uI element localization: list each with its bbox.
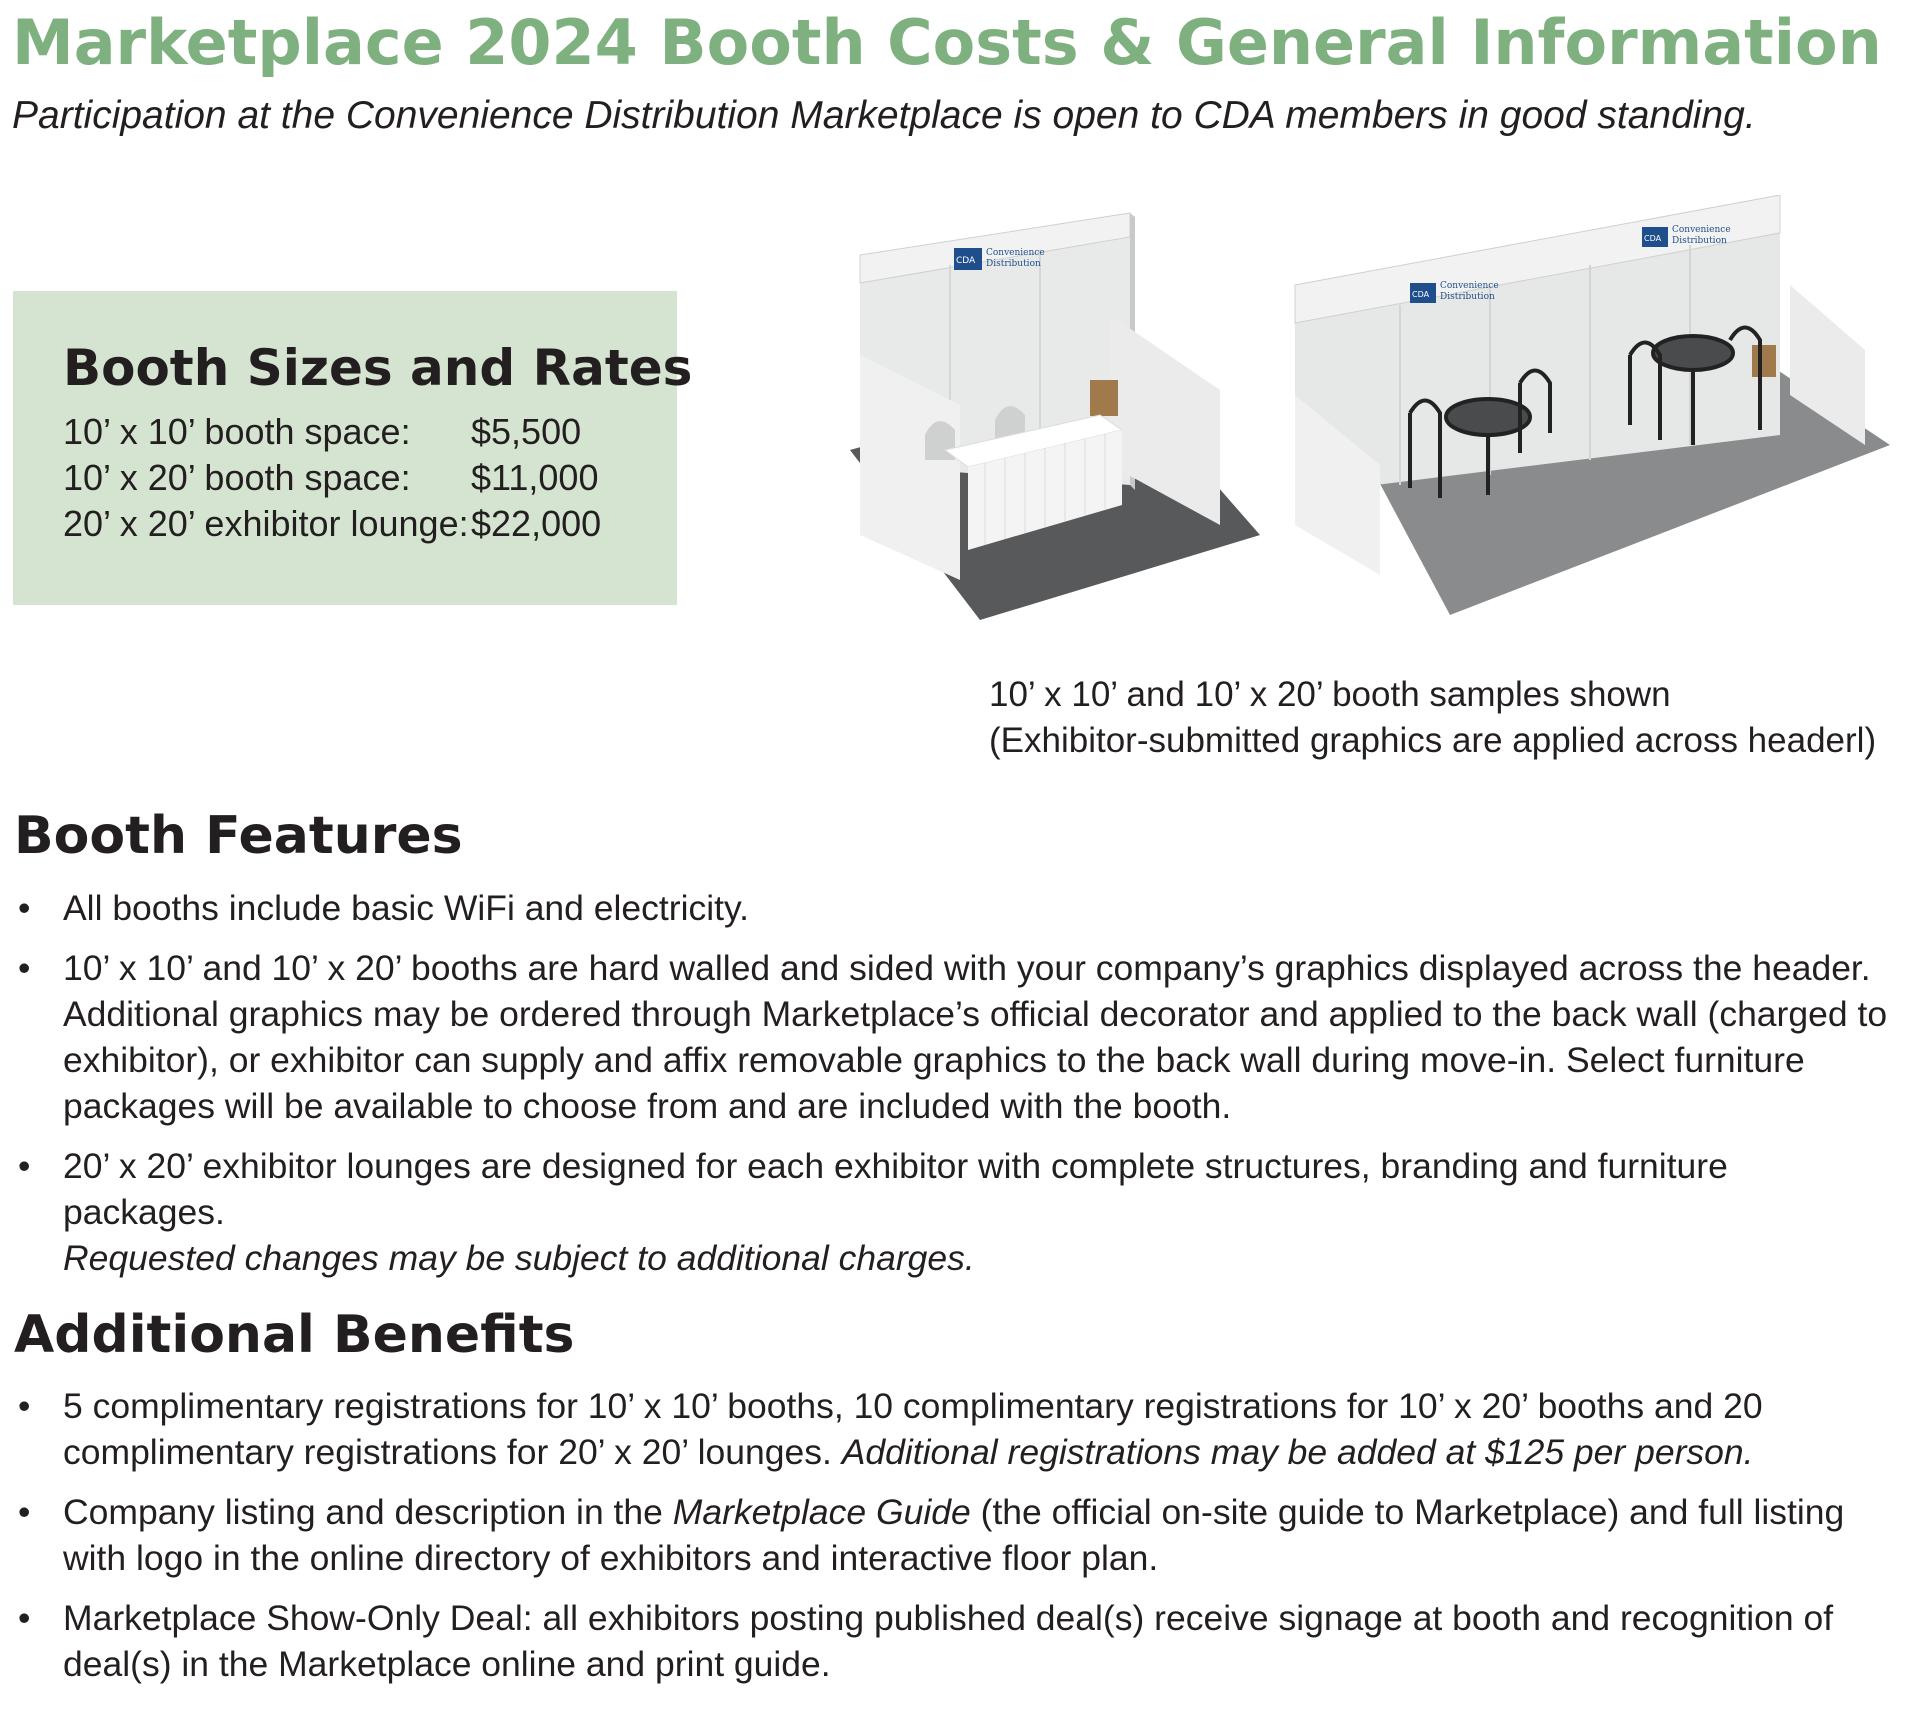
caption-line-2: (Exhibitor-submitted graphics are applied across headerl) [989,721,1877,760]
list-item [14,1383,1894,1475]
svg-text:CDA: CDA [1644,234,1662,243]
svg-text:CDA: CDA [1412,290,1430,299]
page-subtitle: Participation at the Convenience Distribution Marketplace is open to CDA members in good standing. [12,94,1756,137]
additional-benefits-list [14,1383,1894,1701]
benefit-text: Marketplace Show-Only Deal: all exhibitors posting published deal(s) receive signage at booth and recognition of deal(s) in the Marketplace online and print guide. [63,1598,1834,1684]
booth-features-list [14,885,1894,1295]
caption-line-1: 10’ x 10’ and 10’ x 20’ booth samples shown [989,675,1671,714]
svg-text:Distribution: Distribution [986,259,1041,269]
benefit-note: Additional registrations may be added at $125 per person. [841,1432,1754,1472]
feature-text: 20’ x 20’ exhibitor lounges are designed for each exhibitor with complete structures, branding and furniture packages. [63,1146,1728,1232]
feature-text: 10’ x 10’ and 10’ x 20’ booths are hard walled and sided with your company’s graphics displayed across the header. Additional graphics may be ordered through Marketplace’s official decorator and applied to the back wall (charged to exhibitor), or exhibitor can supply and affix removable graphics to the back wall during move-in. Select furniture packages will be available to choose from and are included with the booth. [63,948,1888,1126]
list-item [14,1489,1894,1581]
additional-benefits-heading: Additional Benefits [14,1305,575,1365]
bullet-icon: • [18,948,31,988]
booth-10x20-image [1290,195,1890,625]
svg-text:Convenience: Convenience [1440,281,1499,291]
list-item [14,885,1894,931]
feature-note: Requested changes may be subject to additional charges. [63,1238,975,1278]
svg-text:Convenience: Convenience [986,248,1045,258]
benefit-text: 5 complimentary registrations for 10’ x 10’ booths, 10 complimentary registrations for 10’ x 20’ booths and 20 complimentary registrations for 20’ x 20’ lounges. [63,1386,1763,1472]
rates-title: Booth Sizes and Rates [63,339,693,397]
rate-price: $11,000 [471,457,599,498]
page-title: Marketplace 2024 Booth Costs & General Information [12,6,1882,79]
benefit-text: (the official on-site guide to Marketplace) and full listing with logo in the online directory of exhibitors and interactive floor plan. [63,1492,1845,1578]
list-item [14,1595,1894,1687]
benefit-text: Company listing and description in the [63,1492,663,1532]
feature-text: All booths include basic WiFi and electricity. [63,888,749,928]
rate-price: $22,000 [471,503,602,544]
rate-label: 10’ x 20’ booth space: [63,457,411,498]
booth-rates-box [13,291,693,605]
bullet-icon: • [18,1146,31,1186]
rate-price: $5,500 [471,411,582,452]
booth-10x10-image [850,205,1260,625]
svg-text:Distribution: Distribution [1672,236,1727,246]
svg-text:Convenience: Convenience [1672,225,1731,235]
rate-label: 10’ x 10’ booth space: [63,411,411,452]
rate-label: 20’ x 20’ exhibitor lounge: [63,503,469,544]
marketplace-guide-title: Marketplace Guide [672,1492,971,1532]
rate-row-10x20 [63,455,677,501]
booth-caption [989,672,1876,764]
list-item [14,945,1894,1129]
list-item [14,1143,1894,1281]
booth-features-heading: Booth Features [14,806,463,866]
bullet-icon: • [18,1386,31,1426]
bullet-icon: • [18,1598,31,1638]
rate-row-10x10 [63,409,677,455]
svg-text:CDA: CDA [956,256,976,266]
bullet-icon: • [18,888,31,928]
svg-text:Distribution: Distribution [1440,292,1495,302]
rate-row-20x20 [63,501,677,547]
bullet-icon: • [18,1492,31,1532]
